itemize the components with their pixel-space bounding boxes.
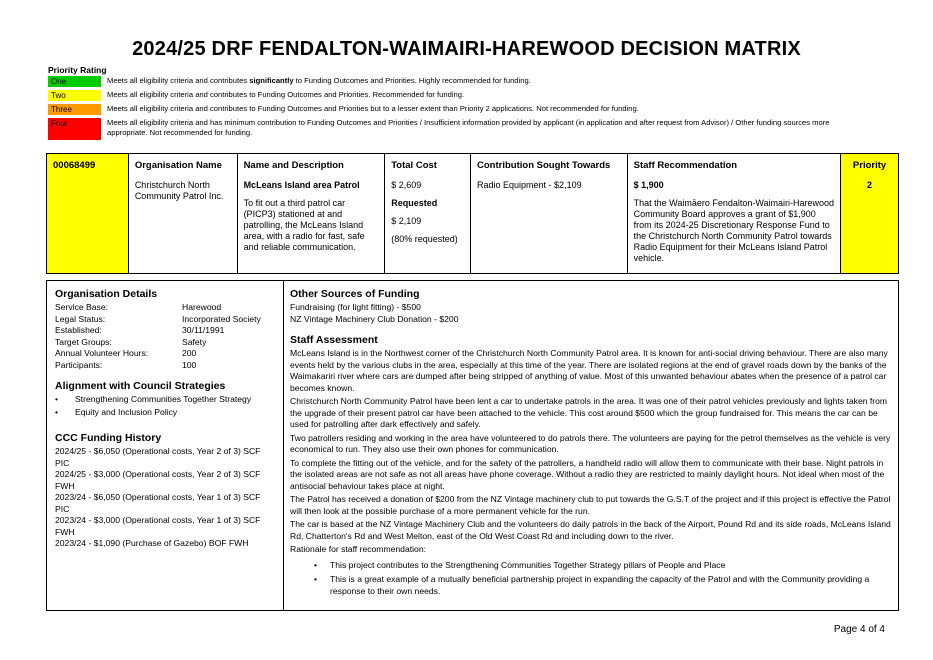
project-header: Name and Description: [243, 160, 344, 171]
priority-text-one: [101, 76, 531, 86]
alignment-list: [55, 394, 275, 418]
priority-text-two: Meets all eligibility criteria and contributes to Funding Outcomes and Priorities. Recommended for funding.: [107, 90, 465, 99]
detail-row: [55, 348, 275, 360]
priority-swatch-four: Four: [48, 118, 101, 140]
requested-amount: $ 2,109: [391, 216, 422, 226]
priority-row-three: [48, 104, 868, 115]
recommendation-text: That the Waimāero Fendalton-Waimairi-Harewood Community Board approves a grant of $1,900 from its 2024-25 Discretionary Response Fund to the Christchurch North Community Patrol towards Radio Equipment for their McLeans Island Patrol vehicle.: [633, 198, 835, 263]
application-summary-table: [46, 153, 899, 274]
priority-rating-legend: [48, 65, 868, 143]
priority-row-one: [48, 76, 868, 87]
alignment-heading: Alignment with Council Strategies: [55, 380, 226, 392]
detail-key: Service Base:: [55, 302, 109, 312]
funding-history-item: 2024/25 - $6,050 (Operational costs, Year 2 of 3) SCF PIC: [55, 446, 261, 468]
priority-text-one-a: Meets all eligibility criteria and contributes: [107, 76, 250, 85]
rationale-item: • This project contributes to the Strengthening Communities Together Strategy pillars of People and Place: [314, 560, 892, 572]
detail-value: Harewood: [182, 302, 222, 312]
detail-value: Incorporated Society: [182, 313, 261, 324]
funding-history-item: 2023/24 - $3,000 (Operational costs, Year 1 of 3) SCF FWH: [55, 515, 261, 537]
recommendation-header: Staff Recommendation: [633, 160, 738, 171]
detail-table: [46, 280, 899, 611]
project-name: McLeans Island area Patrol: [243, 180, 360, 190]
cost-header: Total Cost: [391, 160, 437, 171]
organisation-name: Christchurch North Community Patrol Inc.: [134, 180, 224, 201]
requested-label: Requested: [391, 198, 438, 208]
page-title: 2024/25 DRF FENDALTON-WAIMAIRI-HAREWOOD DECISION MATRIX: [132, 38, 801, 60]
detail-value: 30/11/1991: [182, 325, 225, 335]
rationale-item: • This is a great example of a mutually beneficial partnership project in expanding the capacity of the Patrol and with the Community providing a response to their own needs.: [314, 574, 892, 597]
priority-swatch-three: Three: [48, 104, 101, 115]
detail-key: Annual Volunteer Hours:: [55, 348, 149, 358]
funding-history-item: 2023/24 - $1,090 (Purchase of Gazebo) BOF FWH: [55, 538, 249, 548]
priority-text-three: Meets all eligibility criteria and contributes to Funding Outcomes and Priorities but to a lesser extent than Priority 2 applications. Not recommended for funding.: [107, 104, 639, 113]
detail-value: Safety: [182, 336, 207, 347]
assessment-paragraph: Christchurch North Community Patrol have been lent a car to undertake patrols in the area. It was one of their patrol vehicles previously and lights taken from the upgrade of their present patrol car have been attached to the vehicle. This cost around $500 which the group fundraised for. This means the car can be used for patrolling after dark effectively and safely.: [290, 396, 888, 429]
staff-assessment-heading: Staff Assessment: [290, 334, 378, 346]
detail-key: Legal Status:: [55, 313, 106, 324]
total-cost: $ 2,609: [391, 180, 422, 190]
left-column: [47, 281, 284, 610]
right-column: [284, 281, 898, 610]
cost-cell: [385, 154, 471, 273]
priority-text-one-c: to Funding Outcomes and Priorities. Highly recommended for funding.: [293, 76, 531, 85]
other-sources-heading: Other Sources of Funding: [290, 288, 420, 300]
priority-header: Priority: [852, 160, 887, 171]
page-number: Page 4 of 4: [833, 624, 885, 635]
priority-swatch-two: Two: [48, 90, 101, 101]
assessment-paragraph: The car is based at the NZ Vintage Machinery Club and the volunteers do daily patrols in the back of the Airport, Pound Rd and its side roads, McLeans Island Rd, Chatterton's Rd and West Melton, east of the Old West Coast Rd and including down to the river.: [290, 519, 891, 541]
project-description: To fit out a third patrol car (PICP3) stationed at and patrolling, the McLeans Island area, with a radio for fast, safe and reliable communication.: [243, 198, 365, 252]
priority-swatch-one: One: [48, 76, 101, 87]
priority-rating-heading: Priority Rating: [48, 65, 107, 75]
requested-percent: (80% requested): [391, 234, 458, 244]
detail-row: [55, 314, 275, 326]
recommendation-amount: $ 1,900: [633, 180, 664, 190]
detail-value: 100: [182, 359, 197, 370]
contribution-header: Contribution Sought Towards: [477, 160, 611, 171]
contribution-value: Radio Equipment - $2,109: [477, 180, 582, 190]
organisation-details-heading: Organisation Details: [55, 288, 158, 300]
detail-key: Target Groups:: [55, 336, 112, 347]
priority-value: 2: [867, 180, 873, 190]
alignment-item: • Equity and Inclusion Policy: [55, 407, 275, 419]
detail-row: [55, 325, 275, 337]
application-id-cell: [47, 154, 129, 273]
priority-text-four: Meets all eligibility criteria and has minimum contribution to Funding Outcomes and Priorities / Insufficient information provided by applicant (in application and after request from Advisor) / Other funding sources more appropriate. Not recommended for funding.: [107, 118, 830, 137]
priority-text-one-b: significantly: [249, 76, 294, 85]
rationale-list: [314, 560, 892, 598]
funding-history-item: 2023/24 - $6,050 (Operational costs, Year 1 of 3) SCF PIC: [55, 492, 261, 514]
detail-row: [55, 337, 275, 349]
funding-history-item: 2024/25 - $3,000 (Operational costs, Year 2 of 3) SCF FWH: [55, 469, 261, 491]
assessment-paragraph: The Patrol has received a donation of $200 from the NZ Vintage machinery club to put towards the G.S.T of the project and if this project is effective the Patrol will then look at the possible purchase of a more permanent vehicle for the run.: [290, 494, 891, 516]
rationale-label: Rationale for staff recommendation:: [290, 544, 426, 554]
priority-cell: [841, 154, 898, 273]
detail-value: 200: [182, 348, 197, 358]
detail-row: [55, 302, 275, 314]
application-id: 00068499: [53, 160, 96, 171]
priority-row-two: [48, 90, 868, 101]
detail-row: [55, 360, 275, 372]
assessment-paragraph: McLeans Island is in the Northwest corner of the Christchurch North Community Patrol area. It is known for anti-social driving behaviour. There are also many events held by the various clubs in the area, especially at this time of the year. There are isolated regions at the end of gravel roads down by the banks of the Waimakariri river where cars are dumped after being stripped of anything of value. Most of this unwanted behaviour abates when the presence of a patrol car becomes known.: [290, 348, 888, 393]
detail-key: Participants:: [55, 359, 103, 370]
funding-history-heading: CCC Funding History: [55, 432, 162, 444]
assessment-paragraph: Two patrollers residing and working in the area have volunteered to do patrols there. The volunteers are paying for the petrol themselves as the vehicle is very economical to run. They also use their own phones for communication.: [290, 432, 891, 454]
recommendation-cell: [628, 154, 841, 273]
alignment-item: • Strengthening Communities Together Strategy: [55, 394, 275, 406]
detail-key: Established:: [55, 325, 102, 335]
organisation-cell: [129, 154, 238, 273]
project-cell: [238, 154, 386, 273]
priority-row-four: [48, 118, 868, 140]
organisation-header: Organisation Name: [134, 160, 222, 171]
contribution-cell: [471, 154, 628, 273]
other-source-item: Fundraising (for light fitting) - $500: [290, 302, 421, 312]
assessment-paragraph: To complete the fitting out of the vehicle, and for the safety of the patrollers, a handheld radio will allow them to communicate with their base. Night patrols in the isolated areas are not safe as not all areas have phone coverage. Without a radio they are restricted to mainly daylight hours. Not ideal when most of the antisocial behaviour takes place at night.: [290, 457, 885, 491]
other-source-item: NZ Vintage Machinery Club Donation - $200: [290, 313, 459, 324]
